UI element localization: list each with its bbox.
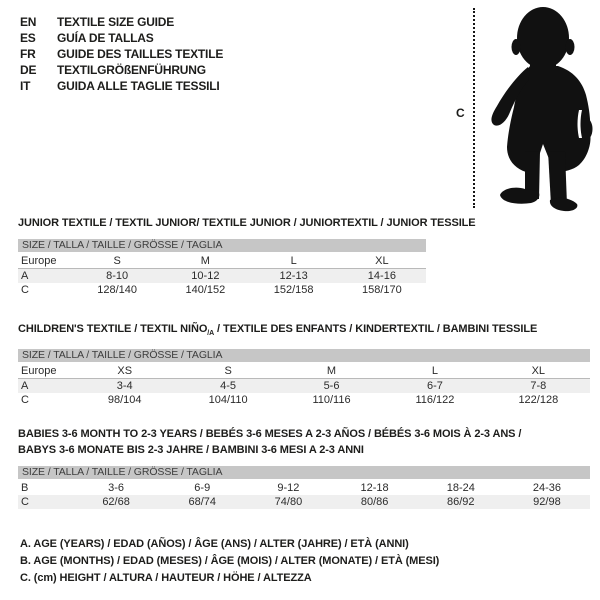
language-row-fr [20,46,223,62]
size-cell: L [431,365,438,378]
size-cell: 6-9 [194,482,211,494]
size-cell: 62/68 [102,496,130,508]
table-title [18,426,590,458]
size-cell: S [113,255,121,267]
row-label: Europe [21,255,57,267]
table-title-line: JUNIOR TEXTILE / TEXTIL JUNIOR/ TEXTILE JUNIOR / JUNIORTEXTIL / JUNIOR TESSILE [18,217,476,229]
size-cell: 4-5 [220,380,237,393]
size-cell: 14-16 [367,270,396,282]
size-cell: 6-7 [426,380,443,393]
size-cell: L [290,255,297,267]
height-measure-label: C [456,106,465,120]
language-row-it [20,78,223,94]
row-label: C [21,284,29,296]
row-label: B [21,482,29,494]
row-label: Europe [21,365,57,378]
size-cell: 24-36 [532,482,562,494]
size-cell: 98/104 [107,394,142,407]
language-list [20,14,223,94]
size-cell: M [326,365,337,378]
table-title [18,322,590,341]
table-title-line: BABYS 3-6 MONATE BIS 2-3 JAHRE / BAMBINI 3-6 MESI A 2-3 ANNI [18,444,364,456]
size-cell: 158/170 [361,284,402,296]
table-row-a [18,379,590,393]
language-row-en [20,14,223,30]
language-code: IT [20,79,31,93]
size-cell: 74/80 [274,496,303,508]
footnote-b: B. AGE (MONTHS) / EDAD (MESES) / ÂGE (MOIS) / ALTER (MONATE) / ETÀ (MESI) [20,555,440,567]
table-row-b [18,481,590,495]
size-cell: 128/140 [97,284,137,296]
size-cell: 110/116 [312,394,351,407]
size-table-1 [18,216,476,297]
size-cell: 80/86 [360,496,389,508]
size-cell: 18-24 [446,482,475,494]
table-title-line: CHILDREN'S TEXTILE / TEXTIL $NIÑO_{/A}$ / TEXTILE DES ENFANTS / KINDERTEXTIL / BAMBINI TESSILE [18,323,538,338]
language-row-es [20,30,223,46]
language-row-de [20,62,223,78]
size-cell: 116/122 [415,394,455,407]
size-cell: M [200,255,210,267]
size-cell: 152/158 [273,284,314,296]
size-cell: 104/110 [208,394,248,407]
size-cell: 140/152 [185,284,226,296]
language-code: DE [20,63,37,77]
size-cell: 3-4 [116,380,133,393]
size-cell: 10-12 [191,270,220,282]
size-header-bar: SIZE / TALLA / TAILLE / GRÖSSE / TAGLIA [18,349,590,362]
size-cell: XS [117,365,133,378]
size-cell: 12-13 [279,270,308,282]
footnote-a: A. AGE (YEARS) / EDAD (AÑOS) / ÂGE (ANS) / ALTER (JAHRE) / ETÀ (ANNI) [20,538,409,550]
row-label: C [21,496,29,508]
language-label: GUIDA ALLE TAGLIE TESSILI [57,79,220,93]
table-row-a [18,269,426,283]
language-code: ES [20,31,36,45]
size-cell: 12-18 [360,482,389,494]
size-cell: XL [375,255,389,267]
table-row-c [18,495,590,509]
size-cell: 122/128 [518,394,559,407]
language-label: TEXTILE SIZE GUIDE [57,15,175,29]
row-label: A [21,380,29,393]
baby-silhouette-icon [483,2,600,214]
size-cell: 3-6 [108,482,125,494]
row-label: C [21,394,29,407]
size-cell: 86/92 [447,496,475,508]
size-cell: S [224,365,232,378]
language-code: EN [20,15,37,29]
size-cell: XL [531,365,546,378]
size-cell: 5-6 [323,380,340,393]
table-row-europe [18,254,426,269]
row-label: A [21,270,29,282]
table-title-line: BABIES 3-6 MONTH TO 2-3 YEARS / BEBÉS 3-6 MESES A 2-3 AÑOS / BÉBÉS 3-6 MOIS À 2-3 ANS / [18,428,522,440]
language-label: GUÍA DE TALLAS [57,31,154,45]
table-row-c [18,283,426,297]
footnotes [20,536,439,587]
size-cell: 7-8 [530,380,547,393]
size-cell: 9-12 [277,482,300,494]
language-code: FR [20,47,36,61]
size-header-bar: SIZE / TALLA / TAILLE / GRÖSSE / TAGLIA [18,466,590,479]
table-row-c [18,393,590,407]
size-table-2 [18,322,590,407]
height-measure-line [473,8,475,208]
size-header-bar: SIZE / TALLA / TAILLE / GRÖSSE / TAGLIA [18,239,426,252]
size-cell: 92/98 [533,496,561,508]
size-table-3 [18,426,590,509]
size-cell: 8-10 [106,270,129,282]
language-label: GUIDE DES TAILLES TEXTILE [57,47,224,61]
table-row-europe [18,364,590,379]
language-label: TEXTILGRÖßENFÜHRUNG [57,63,206,77]
table-title [18,216,476,231]
baby-figure [440,0,600,216]
size-cell: 68/74 [188,496,217,508]
footnote-c: C. (cm) HEIGHT / ALTURA / HAUTEUR / HÖHE / ALTEZZA [20,572,312,584]
